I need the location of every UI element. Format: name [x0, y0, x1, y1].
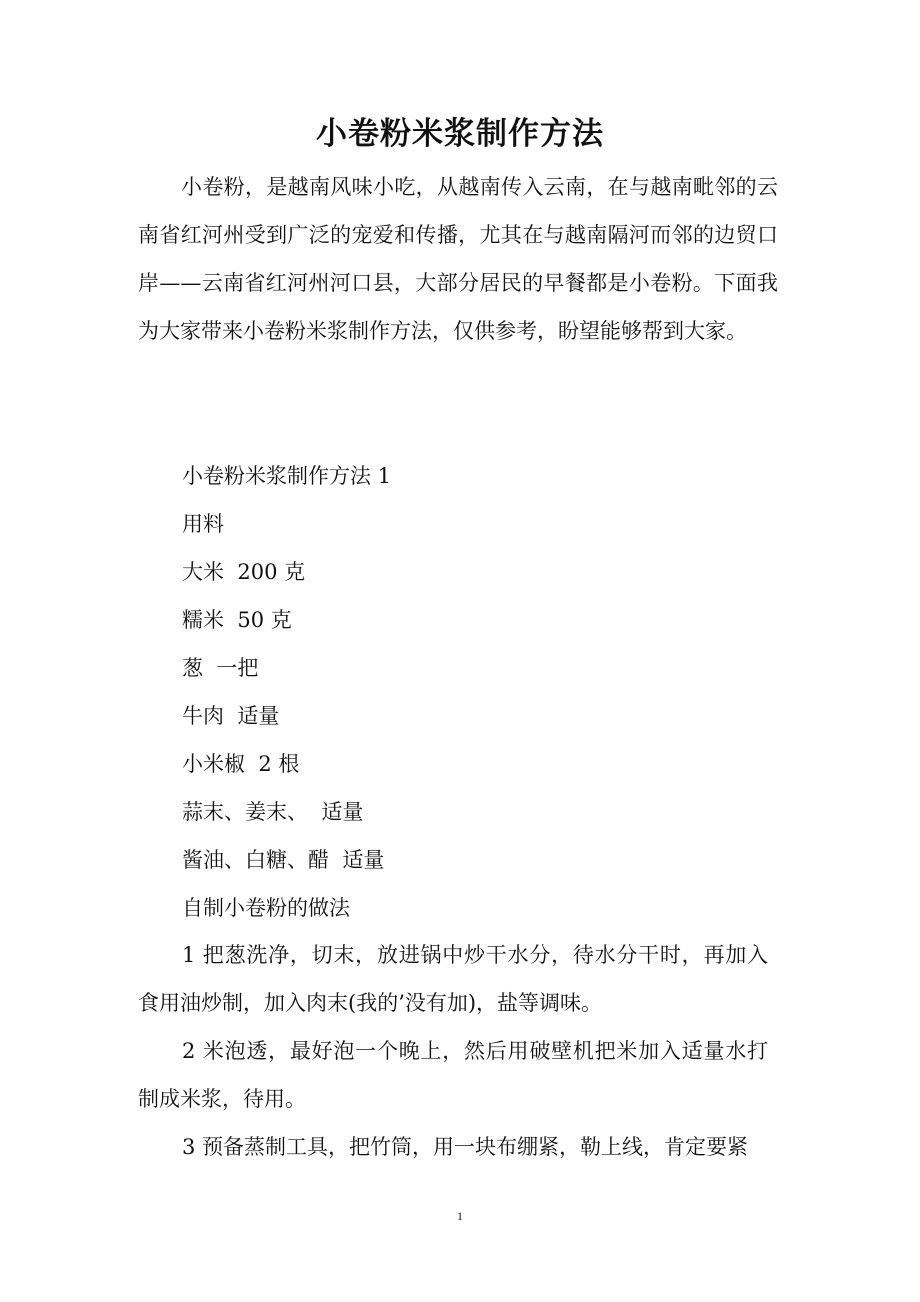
method-label: 自制小卷粉的做法 — [182, 896, 350, 920]
section-heading: 小卷粉米浆制作方法 1 — [182, 464, 392, 488]
ingredient-item: 蒜末、姜末、 适量 — [182, 800, 364, 824]
ingredient-item: 葱 一把 — [182, 656, 259, 680]
ingredient-item: 小米椒 2 根 — [182, 752, 300, 776]
ingredient-item: 大米 200 克 — [182, 560, 306, 584]
page-number: 1 — [457, 1209, 463, 1223]
step-paragraph: 1 把葱洗净，切末，放进锅中炒干水分，待水分干时，再加入食用油炒制，加入肉末(我的’没有加)，盐等调味。 — [138, 943, 768, 1015]
ingredient-item: 糯米 50 克 — [182, 608, 292, 632]
intro-paragraph: 小卷粉，是越南风味小吃，从越南传入云南，在与越南毗邻的云南省红河州受到广泛的宠爱和传播，尤其在与越南隔河而邻的边贸口岸——云南省红河州河口县，大部分居民的早餐都是小卷粉。下面我为大家带来小卷粉米浆制作方法，仅供参考，盼望能够帮到大家。 — [138, 175, 778, 343]
ingredient-item: 酱油、白糖、醋 适量 — [182, 848, 385, 872]
document-title: 小卷粉米浆制作方法 — [316, 116, 604, 152]
ingredient-item: 牛肉 适量 — [182, 704, 280, 728]
ingredients-label: 用料 — [182, 512, 224, 536]
step-paragraph: 3 预备蒸制工具，把竹筒，用一块布绷紧，勒上线，肯定要紧 — [182, 1135, 749, 1159]
step-paragraph: 2 米泡透，最好泡一个晚上，然后用破壁机把米加入适量水打制成米浆，待用。 — [138, 1039, 768, 1111]
